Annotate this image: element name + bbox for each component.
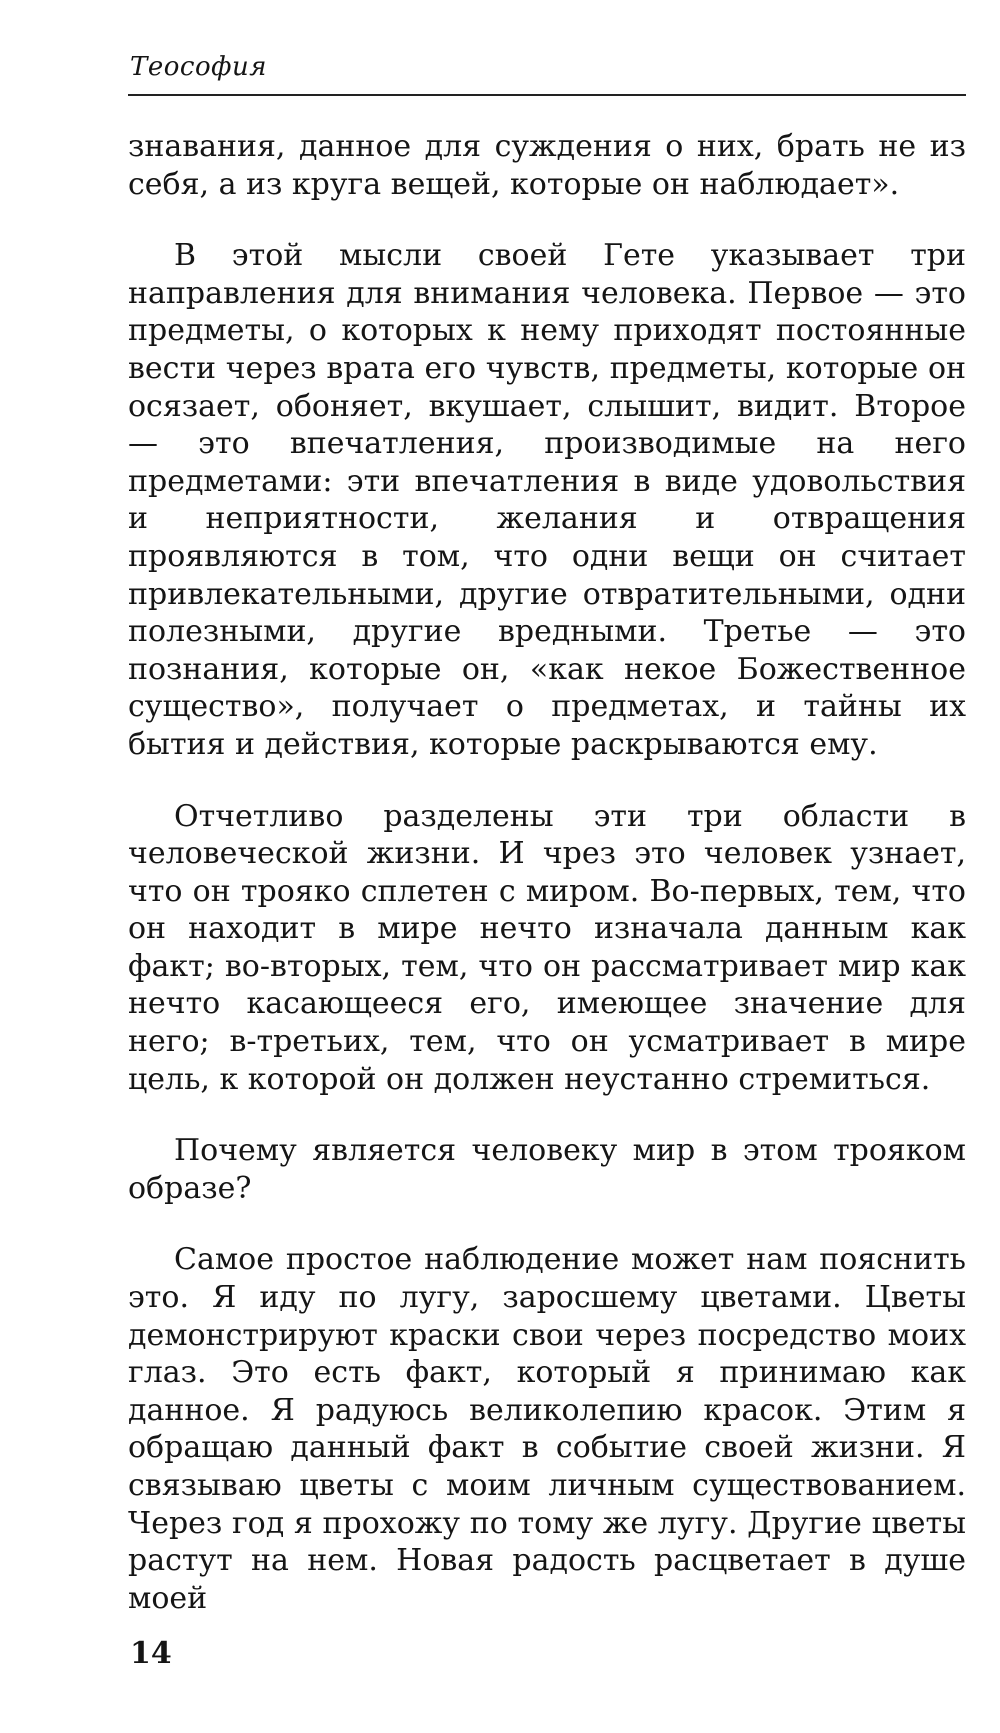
paragraph-three-areas: Отчетливо разделены эти три области в человеческой жизни. И чрез это человек узнает, что он трояко сплетен с миром. Во-первых, тем, что он находит в мире нечто изначала данным как факт; во-вторых, тем, что он рассматривает мир как нечто касающееся его, имеющее значение для него; в-третьих, тем, что он усматривает в мире цель, к которой он должен неустанно стремиться. [128,798,966,1097]
header-rule [128,94,966,96]
paragraph-meadow-example: Самое простое наблюдение может нам пояснить это. Я иду по лугу, заросшему цветами. Цветы демонстрируют краски свои через посредство моих глаз. Это есть факт, который я принимаю как данное. Я радуюсь великолепию красок. Этим я обращаю данный факт в событие своей жизни. Я связываю цветы с моим личным существованием. Через год я прохожу по тому же лугу. Другие цветы растут на нем. Новая радость расцветает в душе моей [128,1242,966,1616]
body-text [128,128,966,1651]
paragraph-question: Почему является человеку мир в этом трояком образе? [128,1133,966,1206]
page-number: 14 [130,1636,172,1671]
paragraph-goethe-three-directions: В этой мысли своей Гете указывает три направления для внимания человека. Первое — это предметы, о которых к нему приходят постоянные вести через врата его чувств, предметы, которые он осязает, обоняет, вкушает, слышит, видит. Второе — это впечатления, производимые на него предметами: эти впечатления в виде удовольствия и неприятности, желания и отвращения проявляются в том, что одни вещи он считает привлекательными, другие отвратительными, одни полезными, другие вредными. Третье — это познания, которые он, «как некое Божественное существо», получает о предметах, и тайны их бытия и действия, которые раскрываются ему. [128,238,966,762]
running-title: Теософия [130,52,267,82]
paragraph-continuation: знавания, данное для суждения о них, брать не из себя, а из круга вещей, которые он наблюдает». [128,129,966,202]
